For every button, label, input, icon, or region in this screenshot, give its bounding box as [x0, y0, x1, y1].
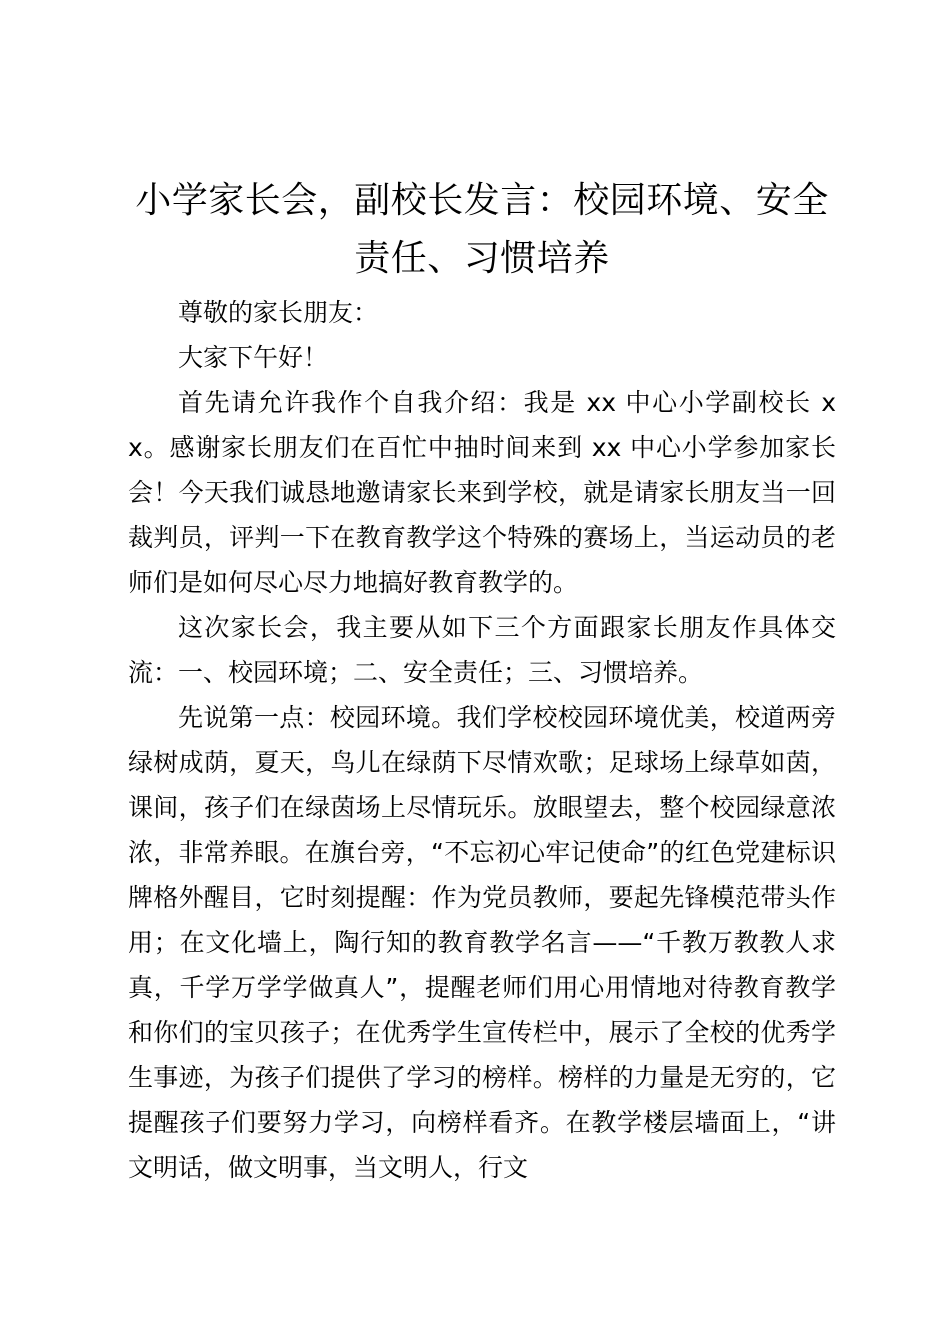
- document-body: [128, 290, 836, 1190]
- paragraph-outline: 这次家长会，我主要从如下三个方面跟家长朋友作具体交流：一、校园环境；二、安全责任；三、习惯培养。: [128, 613, 836, 687]
- paragraph-greeting: 大家下午好！: [178, 343, 329, 372]
- document-title: 小学家长会，副校长发言：校园环境、安全责任、习惯培养: [135, 180, 829, 279]
- document-page: [128, 172, 836, 1190]
- paragraph-campus-environment: 先说第一点：校园环境。我们学校校园环境优美，校道两旁绿树成荫，夏天，鸟儿在绿荫下尽情欢歌；足球场上绿草如茵，课间，孩子们在绿茵场上尽情玩乐。放眼望去，整个校园绿意浓浓，非常养眼。在旗台旁，“不忘初心牢记使命”的红色党建标识牌格外醒目，它时刻提醒：作为党员教师，要起先锋模范带头作用；在文化墙上，陶行知的教育教学名言——“千教万教教人求真，千学万学学做真人”，提醒老师们用心用情地对待教育教学和你们的宝贝孩子；在优秀学生宣传栏中，展示了全校的优秀学生事迹，为孩子们提供了学习的榜样。榜样的力量是无穷的，它提醒孩子们要努力学习，向榜样看齐。在教学楼层墙面上，“讲文明话，做文明事，当文明人，行文: [128, 703, 836, 1182]
- paragraph-introduction: 首先请允许我作个自我介绍：我是 xx 中心小学副校长 xx。感谢家长朋友们在百忙中抽时间来到 xx 中心小学参加家长会！今天我们诚恳地邀请家长来到学校，就是请家长朋友当一回裁判员，评判一下在教育教学这个特殊的赛场上，当运动员的老师们是如何尽心尽力地搞好教育教学的。: [128, 388, 836, 597]
- paragraph-salutation: 尊敬的家长朋友：: [178, 298, 379, 327]
